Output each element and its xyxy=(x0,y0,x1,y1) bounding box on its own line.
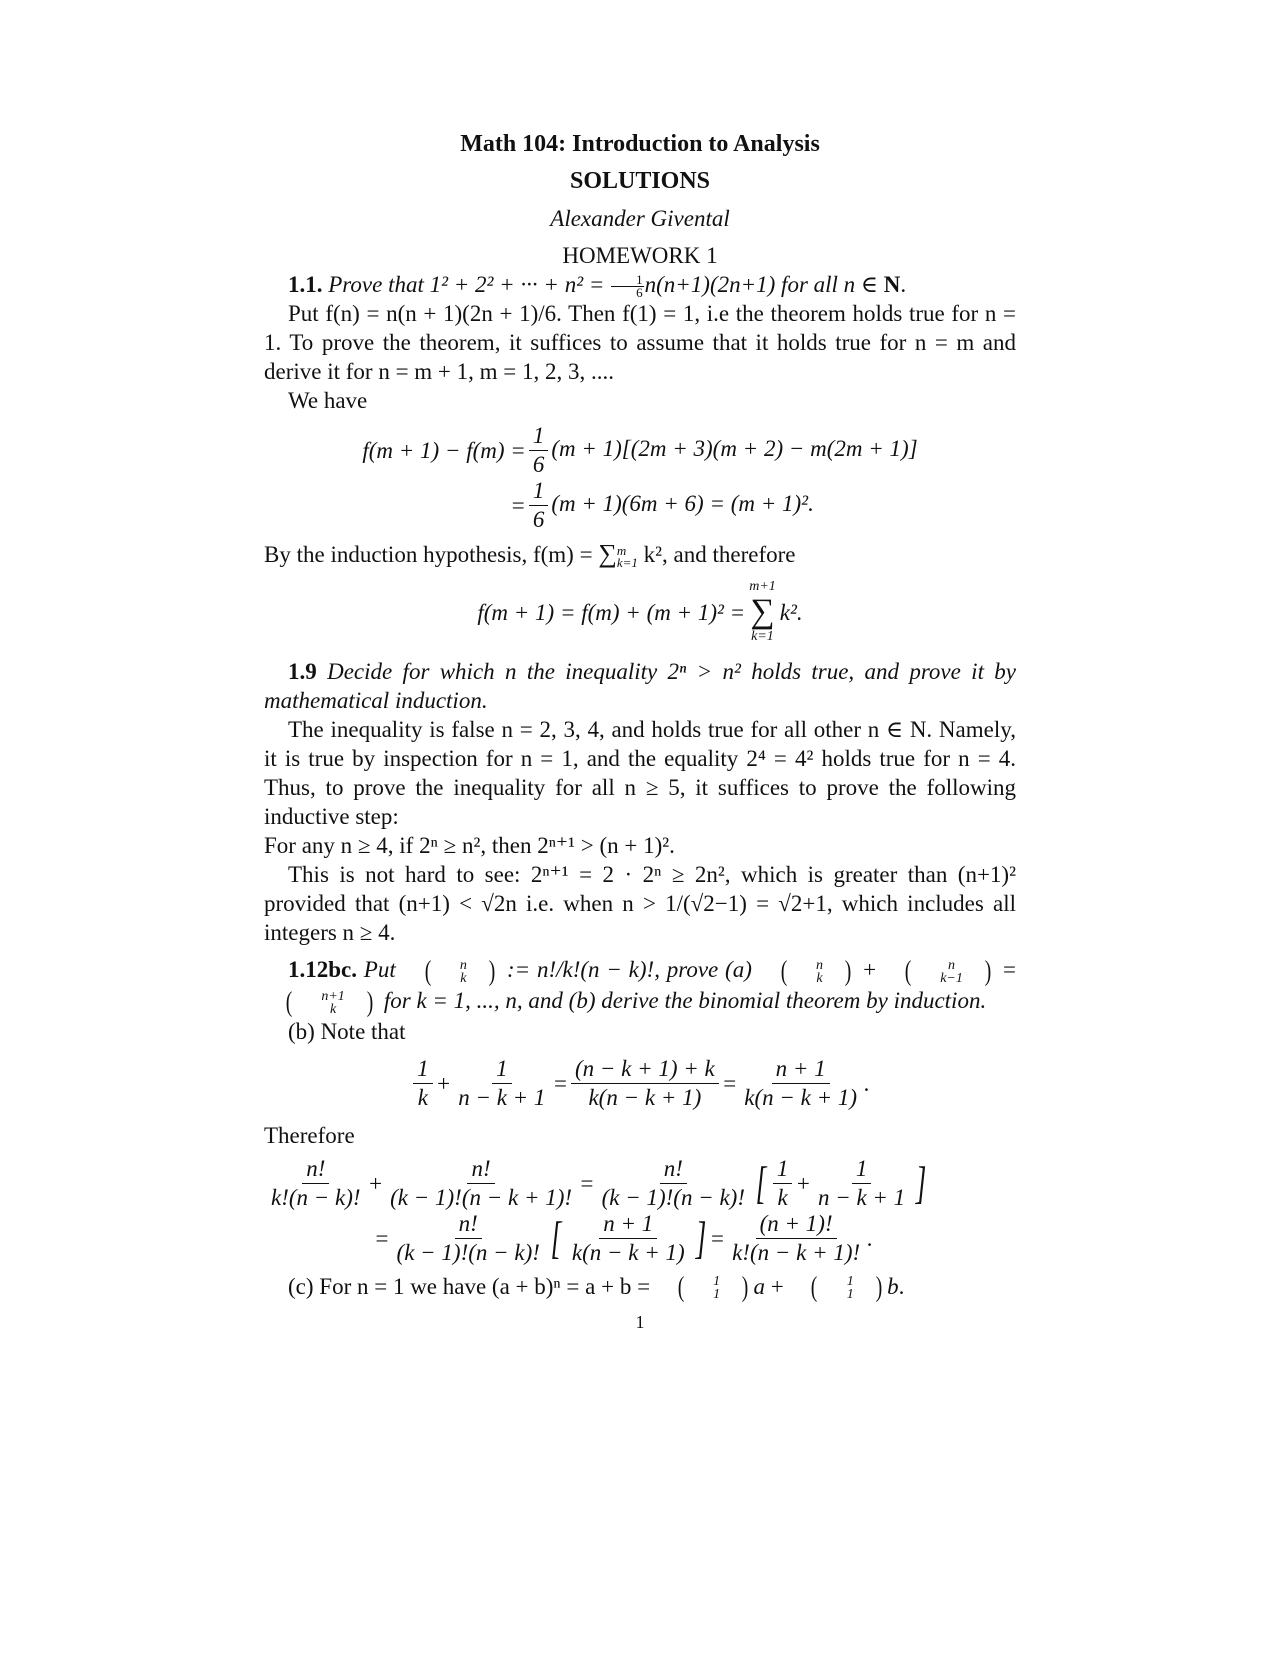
summation-symbol: m+1 ∑ k=1 xyxy=(749,579,776,645)
therefore-text: Therefore xyxy=(264,1122,355,1148)
equation-4: $\frac{1}{k}$ + $\frac{1}{n - k + 1}$ = $\frac{(n - k + 1) + k}{k(n - k + 1)}$ = $\frac{n + 1}{k(n - k + 1)}$ . xyxy=(264,1056,1016,1111)
problem-1-1-label: 1.1. xyxy=(288,272,323,297)
problem-1-9-label: 1.9 xyxy=(288,659,317,685)
note-that-text: (b) Note that xyxy=(288,1018,406,1044)
problem-1-1-statement-tail: n(n+1)(2n+1) for all n ∈ xyxy=(644,272,884,297)
induction-hypothesis-text: By the induction hypothesis, f(m) = ∑ m k=1 k², and therefore xyxy=(264,539,796,570)
equation-3: f(m + 1) = f(m) + (m + 1)² = m+1 ∑ k=1 k². xyxy=(477,579,803,645)
document-author: Alexander Givental xyxy=(550,206,730,231)
document-page xyxy=(264,120,1016,1337)
equation-2-rhs: $\frac{1}{6}$ (m + 1)(6m + 6) = (m + 1)². xyxy=(526,478,918,533)
set-n-symbol: N xyxy=(883,272,901,297)
problem-1-12-statement: 1.12bc. Put ( n k ) := n!/k!(n − k)!, prove (a) ( n k ) + ( n k−1 ) = ( n+1 k ) for k = 1, ..., n, and (b) derive the binomial theorem by induction. xyxy=(285,955,1016,1018)
one-sixth-fraction: $\frac{1}{6}$ xyxy=(611,274,644,299)
page-number: 1 xyxy=(635,1312,645,1333)
problem-1-1-statement: 1.1. Prove that 1² + 2² + ··· + n² = $\frac{1}{6}$ n(n+1)(2n+1) for all n ∈ N. xyxy=(288,272,907,301)
we-have-text: We have xyxy=(288,388,368,414)
document-subtitle: SOLUTIONS xyxy=(569,168,711,194)
equation-1-rhs: $\frac{1}{6}$ (m + 1)[(2m + 3)(m + 2) − m(2m + 1)] xyxy=(526,423,918,478)
equation-block-5: $\frac{n!}{k!(n - k)!}$ + $\frac{n!}{(k - 1)!(n - k + 1)!}$ = $\frac{n!}{(k - 1)!(n - k)!}$ [ $\frac{1}{k}$ + $\frac{1}{n - k + 1}$ ] = $\frac{n!}{(k - 1)!(n - k)!}$ [ $\frac{n + 1}{k(n - k + 1)}$ ] = $\frac{(n + 1)!}{k!(n - k + 1)!}$ . xyxy=(271,1155,927,1265)
problem-1-9-paragraph-3: This is not hard to see: 2ⁿ⁺¹ = 2 · 2ⁿ ≥ 2n², which is greater than (n+1)² provided that (n+1) < √2n i.e. when n > 1/(√2−1) = √2+1, which includes all integers n ≥ 4. xyxy=(264,862,1016,946)
problem-1-1-paragraph: Put f(n) = n(n + 1)(2n + 1)/6. Then f(1) = 1, i.e the theorem holds true for n = 1. To prove the theorem, it suffices to assume that it holds true for n = m and derive it for n = m + 1, m = 1, 2, 3, .... xyxy=(264,301,1016,385)
equation-block-1: f(m + 1) − f(m) = $\frac{1}{6}$ (m + 1)[(2m + 3)(m + 2) − m(2m + 1)] = $\frac{1}{6}$ (m + 1)(6m + 6) = (m + 1)². xyxy=(362,423,918,533)
problem-1-1-statement-text: Prove that 1² + 2² + ··· + n² = xyxy=(328,272,611,297)
problem-1-9-paragraph-2: For any n ≥ 4, if 2ⁿ ≥ n², then 2ⁿ⁺¹ > (n + 1)². xyxy=(264,833,675,859)
problem-1-9-statement: 1.9 Decide for which n the inequality 2ⁿ > n² holds true, and prove it by mathematical induction. xyxy=(264,659,1017,714)
part-c-text: (c) For n = 1 we have (a + b)ⁿ = a + b = ( 1 1 ) a + ( 1 1 ) b. xyxy=(288,1272,905,1304)
document-title: Math 104: Introduction to Analysis xyxy=(460,131,820,157)
equation-1-lhs: f(m + 1) − f(m) = xyxy=(362,438,526,464)
problem-1-12-label: 1.12bc. xyxy=(288,957,357,983)
binomial-n-k: ( n k ) xyxy=(424,955,496,987)
homework-heading: HOMEWORK 1 xyxy=(562,243,718,268)
problem-1-9-paragraph-1: The inequality is false n = 2, 3, 4, and holds true for all other n ∈ N. Namely, it is true by inspection for n = 1, and the equality 2⁴ = 4² holds true for n = 4. Thus, to prove the inequality for all n ≥ 5, it suffices to prove the following inductive step: xyxy=(264,717,1016,830)
